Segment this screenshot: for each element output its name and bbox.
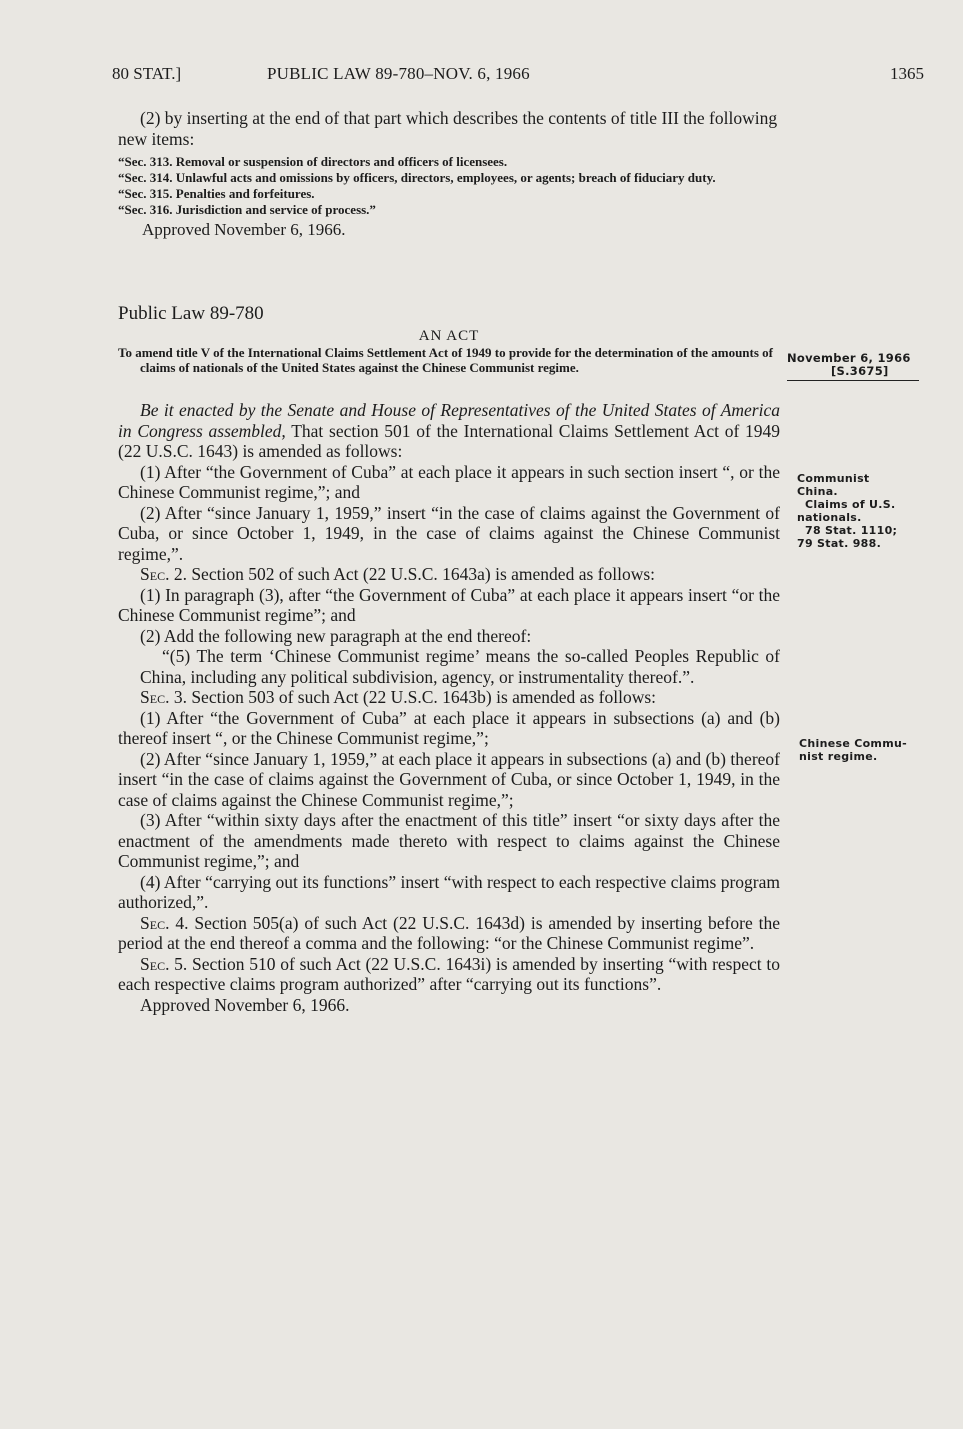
section-2-para-1: (1) In paragraph (3), after “the Government of Cuba” at each place it appears insert “or the Chinese Communist regime”; and — [118, 584, 780, 625]
margin-date-note — [787, 352, 911, 378]
section-4-text: Section 505(a) of such Act (22 U.S.C. 1643d) is amended by inserting before the period at the end thereof a comma and the following: “or the Chinese Communist regime”. — [118, 912, 780, 953]
main-text — [118, 108, 780, 1015]
margin-citation: 78 Stat. 1110; — [805, 524, 898, 537]
margin-line: nationals. — [797, 511, 862, 524]
act-purpose: To amend title V of the International Claims Settlement Act of 1949 to provide for the determination of the amounts of claims of nationals of the United States against the Chinese Communist regime. — [118, 345, 774, 375]
margin-line: Claims of U.S. — [805, 498, 896, 511]
section-2-text: Section 502 of such Act (22 U.S.C. 1643a) is amended as follows: — [186, 564, 656, 584]
section-5-text: Section 510 of such Act (22 U.S.C. 1643i) is amended by inserting “with respect to each respective claims program authorized” after “carrying out its functions”. — [118, 953, 780, 994]
section-2-quoted-definition: “(5) The term ‘Chinese Communist regime’ means the so-called Peoples Republic of China, including any political subdivision, agency, or instrumentality thereof.”. — [140, 646, 780, 687]
list-item: “Sec. 316. Jurisdiction and service of process.” — [118, 202, 376, 217]
public-law-title: Public Law 89-780 — [118, 303, 264, 324]
section-3 — [118, 687, 780, 708]
list-item: “Sec. 314. Unlawful acts and omissions by officers, directors, employees, or agents; breach of fiduciary duty. — [118, 170, 716, 185]
margin-bill-number: [S.3675] — [831, 364, 889, 378]
enacting-clause — [118, 400, 780, 462]
section-3-para-3: (3) After “within sixty days after the enactment of this title” insert “or sixty days after the enactment of the amendments made thereto with respect to claims against the Chinese Communist regime,”; and — [118, 810, 780, 871]
margin-rule — [787, 380, 919, 381]
section-3-para-2: (2) After “since January 1, 1959,” at each place it appears in subsections (a) and (b) thereof insert “in the case of claims against the Government of Cuba, or since October 1, 1949, in the case of claims against the Chinese Communist regime,”; — [118, 748, 780, 810]
section-1-para-1: (1) After “the Government of Cuba” at each place it appears in such section insert “, or the Chinese Communist regime,”; and — [118, 461, 780, 502]
section-4 — [118, 913, 780, 954]
act-label: AN ACT — [418, 328, 480, 344]
list-item: “Sec. 313. Removal or suspension of directors and officers of licensees. — [118, 154, 508, 169]
section-3-label: Sec. 3. — [140, 687, 187, 707]
section-3-text: Section 503 of such Act (22 U.S.C. 1643b) is amended as follows: — [186, 687, 657, 707]
running-header — [112, 64, 924, 90]
margin-line: China. — [797, 485, 838, 498]
margin-date: November 6, 1966 — [787, 351, 911, 365]
margin-line: Communist — [797, 472, 870, 485]
section-3-para-1: (1) After “the Government of Cuba” at each place it appears in subsections (a) and (b) thereof insert “, or the Chinese Communist regime,”; — [118, 707, 780, 748]
enacting-formula: Be it enacted by the Senate and House of Representatives of the United States of America in Congress assembled, — [118, 400, 780, 441]
approval-date: Approved November 6, 1966. — [140, 994, 350, 1015]
new-items-list — [118, 154, 780, 218]
section-2-label: Sec. 2. — [140, 564, 187, 584]
prior-law-paragraph: (2) by inserting at the end of that part which describes the contents of title III the following new items: — [118, 108, 778, 149]
section-4-label: Sec. 4. — [140, 912, 189, 933]
margin-citation: 79 Stat. 988. — [797, 537, 882, 550]
section-3-para-4: (4) After “carrying out its functions” insert “with respect to each respective claims program authorized,”. — [118, 871, 780, 912]
page-number: 1365 — [890, 64, 924, 83]
header-title: PUBLIC LAW 89-780–NOV. 6, 1966 — [267, 64, 530, 83]
margin-line: nist regime. — [799, 750, 878, 763]
section-2-para-2: (2) Add the following new paragraph at the end thereof: — [140, 625, 532, 646]
prior-approval-date: Approved November 6, 1966. — [142, 220, 346, 239]
margin-line: Chinese Commu- — [799, 737, 907, 750]
header-volume: 80 STAT.] — [112, 64, 182, 83]
section-1-intro: That section 501 of the International Claims Settlement Act of 1949 (22 U.S.C. 1643) is amended as follows: — [118, 420, 780, 461]
section-2 — [118, 564, 780, 585]
list-item: “Sec. 315. Penalties and forfeitures. — [118, 186, 315, 201]
section-1-para-2: (2) After “since January 1, 1959,” insert “in the case of claims against the Government of Cuba, or since October 1, 1949, in the case of claims against the Chinese Communist regime,”. — [118, 502, 780, 564]
margin-definition-note — [799, 737, 907, 763]
section-5-label: Sec. 5. — [140, 953, 188, 974]
margin-subject-note — [797, 472, 897, 550]
section-5 — [118, 954, 780, 995]
